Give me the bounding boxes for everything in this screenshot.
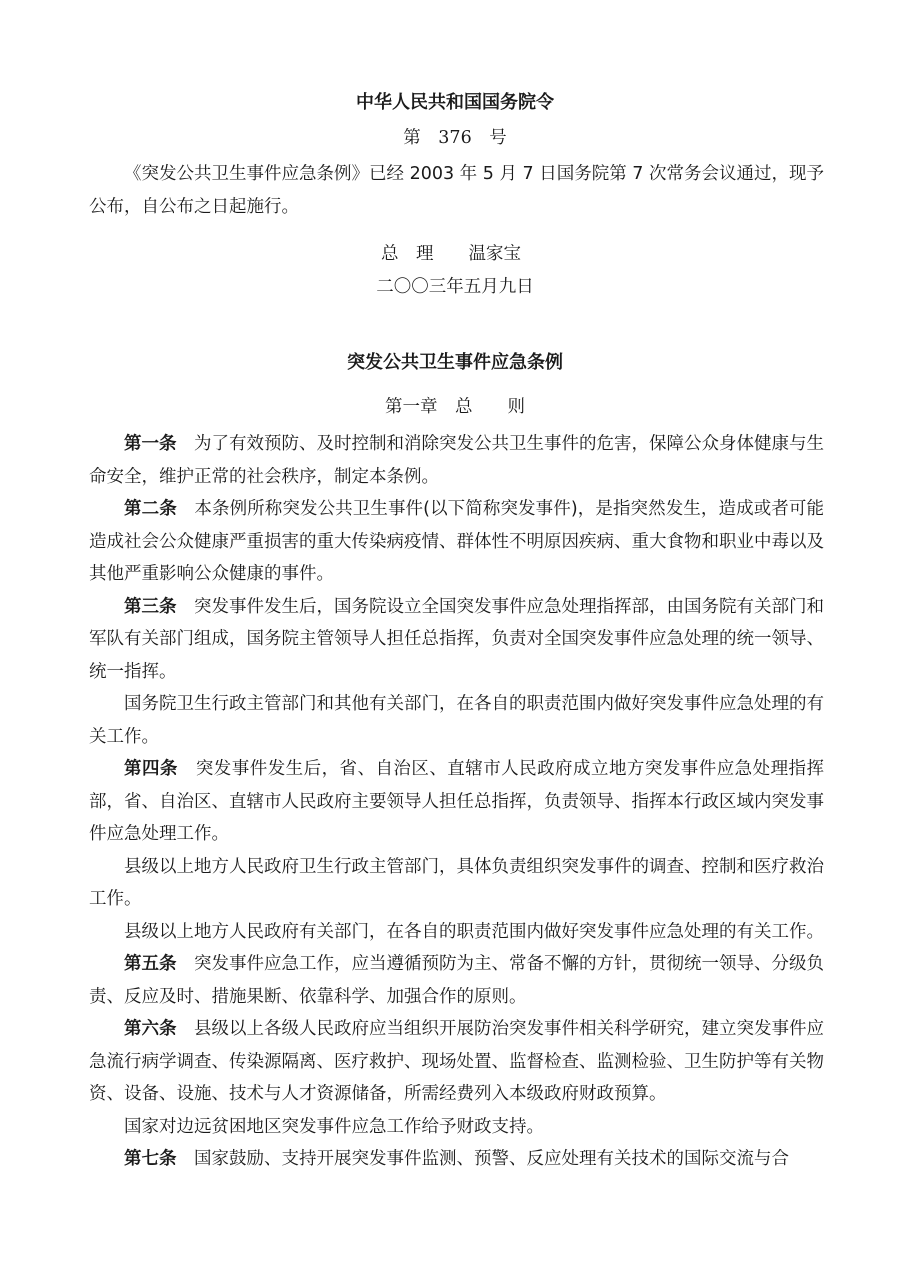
- article-paragraph: [89, 1013, 824, 1111]
- article-number: 第七条: [124, 1149, 177, 1169]
- article-paragraph: [89, 916, 824, 949]
- regulation-body: [89, 428, 824, 1176]
- announcement-text: 《突发公共卫生事件应急条例》已经 2003 年 5 月 7 日国务院第 7 次常务会议通过，现予公布，自公布之日起施行。: [89, 164, 824, 217]
- signatory-name: 温家宝: [468, 244, 521, 264]
- chapter-heading: 第一章 总 则: [385, 397, 525, 417]
- signatory-title: 总 理: [381, 244, 434, 264]
- decree-number: [0, 124, 910, 149]
- article-paragraph: [89, 688, 824, 753]
- article-number: 第六条: [124, 1019, 177, 1039]
- article-number: 第五条: [124, 954, 177, 974]
- article-text: 县级以上地方人民政府卫生行政主管部门，具体负责组织突发事件的调查、控制和医疗救治工作。: [89, 856, 824, 909]
- article-text: 国务院卫生行政主管部门和其他有关部门，在各自的职责范围内做好突发事件应急处理的有关工作。: [89, 694, 824, 747]
- article-text: 县级以上地方人民政府有关部门，在各自的职责范围内做好突发事件应急处理的有关工作。: [124, 921, 824, 942]
- article-paragraph: [89, 591, 824, 689]
- article-number: 第二条: [124, 499, 177, 519]
- article-paragraph: [89, 1111, 824, 1144]
- article-text: 本条例所称突发公共卫生事件(以下简称突发事件)，是指突然发生，造成或者可能造成社会公众健康严重损害的重大传染病疫情、群体性不明原因疾病、重大食物和职业中毒以及其他严重影响公众健康的事件。: [89, 499, 825, 584]
- article-number: 第一条: [124, 434, 177, 454]
- article-text: 县级以上各级人民政府应当组织开展防治突发事件相关科学研究，建立突发事件应急流行病学调查、传染源隔离、医疗救护、现场处置、监督检查、监测检验、卫生防护等有关物资、设备、设施、技术与人才资源储备，所需经费列入本级政府财政预算。: [89, 1019, 824, 1104]
- article-paragraph: [89, 1143, 824, 1176]
- article-paragraph: [89, 753, 824, 851]
- article-paragraph: [89, 948, 824, 1013]
- article-paragraph: [89, 428, 824, 493]
- article-number: 第三条: [124, 596, 177, 617]
- decree-number-value: 376: [438, 128, 472, 148]
- decree-date: 二〇〇三年五月九日: [376, 277, 534, 297]
- article-text: 突发事件发生后，国务院设立全国突发事件应急处理指挥部，由国务院有关部门和军队有关部门组成，国务院主管领导人担任总指挥，负责对全国突发事件应急处理的统一领导、统一指挥。: [89, 596, 824, 682]
- article-paragraph: [89, 851, 824, 916]
- article-text: 突发事件应急工作，应当遵循预防为主、常备不懈的方针，贯彻统一领导、分级负责、反应及时、措施果断、依靠科学、加强合作的原则。: [89, 954, 824, 1007]
- decree-number-prefix: 第: [403, 128, 421, 148]
- article-paragraph: [89, 493, 824, 591]
- article-text: 突发事件发生后，省、自治区、直辖市人民政府成立地方突发事件应急处理指挥部，省、自治区、直辖市人民政府主要领导人担任总指挥，负责领导、指挥本行政区域内突发事件应急处理工作。: [89, 759, 825, 844]
- article-text: 国家对边远贫困地区突发事件应急工作给予财政支持。: [124, 1116, 544, 1137]
- article-number: 第四条: [124, 759, 178, 779]
- signatory: [0, 240, 906, 265]
- announcement: [89, 158, 824, 223]
- decree-title: 中华人民共和国国务院令: [356, 92, 554, 113]
- article-text: 国家鼓励、支持开展突发事件监测、预警、反应处理有关技术的国际交流与合: [194, 1149, 789, 1169]
- decree-number-suffix: 号: [489, 128, 507, 148]
- regulation-title: 突发公共卫生事件应急条例: [347, 352, 563, 373]
- article-text: 为了有效预防、及时控制和消除突发公共卫生事件的危害，保障公众身体健康与生命安全，维护正常的社会秩序，制定本条例。: [89, 434, 824, 487]
